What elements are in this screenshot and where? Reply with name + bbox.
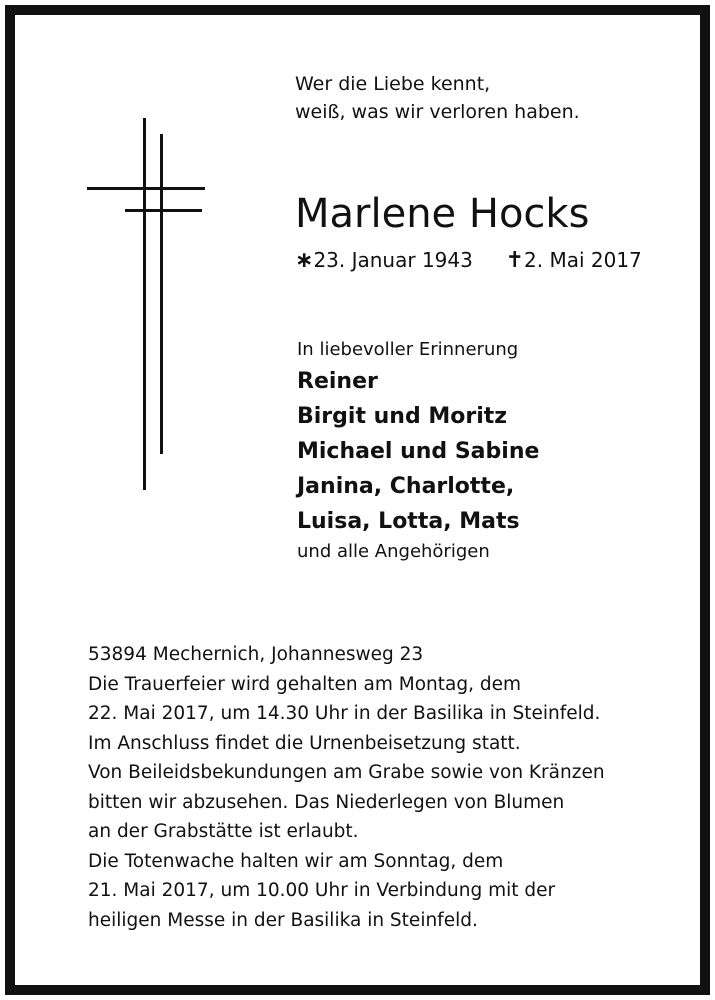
deceased-name: Marlene Hocks: [295, 191, 590, 237]
death-date: 2. Mai 2017: [524, 248, 642, 272]
address: 53894 Mechernich, Johannesweg 23: [88, 644, 424, 665]
notice-line: 22. Mai 2017, um 14.30 Uhr in der Basilika in Steinfeld.: [88, 703, 601, 724]
quote-line: Wer die Liebe kennt,: [295, 73, 491, 95]
death-cross-icon: ✝: [505, 248, 524, 273]
mourners-block: [297, 336, 539, 565]
notice-line: Von Beileidsbekundungen am Grabe sowie von Kränzen: [88, 762, 605, 783]
notice-line: Die Trauerfeier wird gehalten am Montag, dem: [88, 673, 522, 695]
life-dates: [295, 245, 642, 276]
birth-star-icon: ∗: [295, 248, 314, 273]
quote-line: weiß, was wir verloren haben.: [295, 101, 580, 123]
mourner-name: Reiner: [297, 369, 378, 394]
notice-line: 21. Mai 2017, um 10.00 Uhr in Verbindung mit der: [88, 880, 556, 901]
mourners-outro: und alle Angehörigen: [297, 541, 490, 562]
notice-line: bitten wir abzusehen. Das Niederlegen von Blumen: [88, 791, 565, 813]
notice-line: an der Grabstätte ist erlaubt.: [88, 821, 359, 842]
mourner-name: Birgit und Moritz: [297, 404, 508, 429]
mourners-intro: In liebevoller Erinnerung: [297, 339, 519, 360]
notice-line: heiligen Messe in der Basilika in Steinfeld.: [88, 909, 478, 931]
notice-line: Die Totenwache halten wir am Sonntag, dem: [88, 850, 504, 872]
birth-date: 23. Januar 1943: [313, 248, 473, 272]
mourner-name: Luisa, Lotta, Mats: [297, 509, 520, 534]
mourner-name: Janina, Charlotte,: [297, 474, 515, 499]
notice-line: Im Anschluss findet die Urnenbeisetzung statt.: [88, 732, 521, 754]
quote: [295, 70, 580, 126]
mourner-name: Michael und Sabine: [297, 439, 540, 464]
funeral-notice: [88, 640, 605, 935]
